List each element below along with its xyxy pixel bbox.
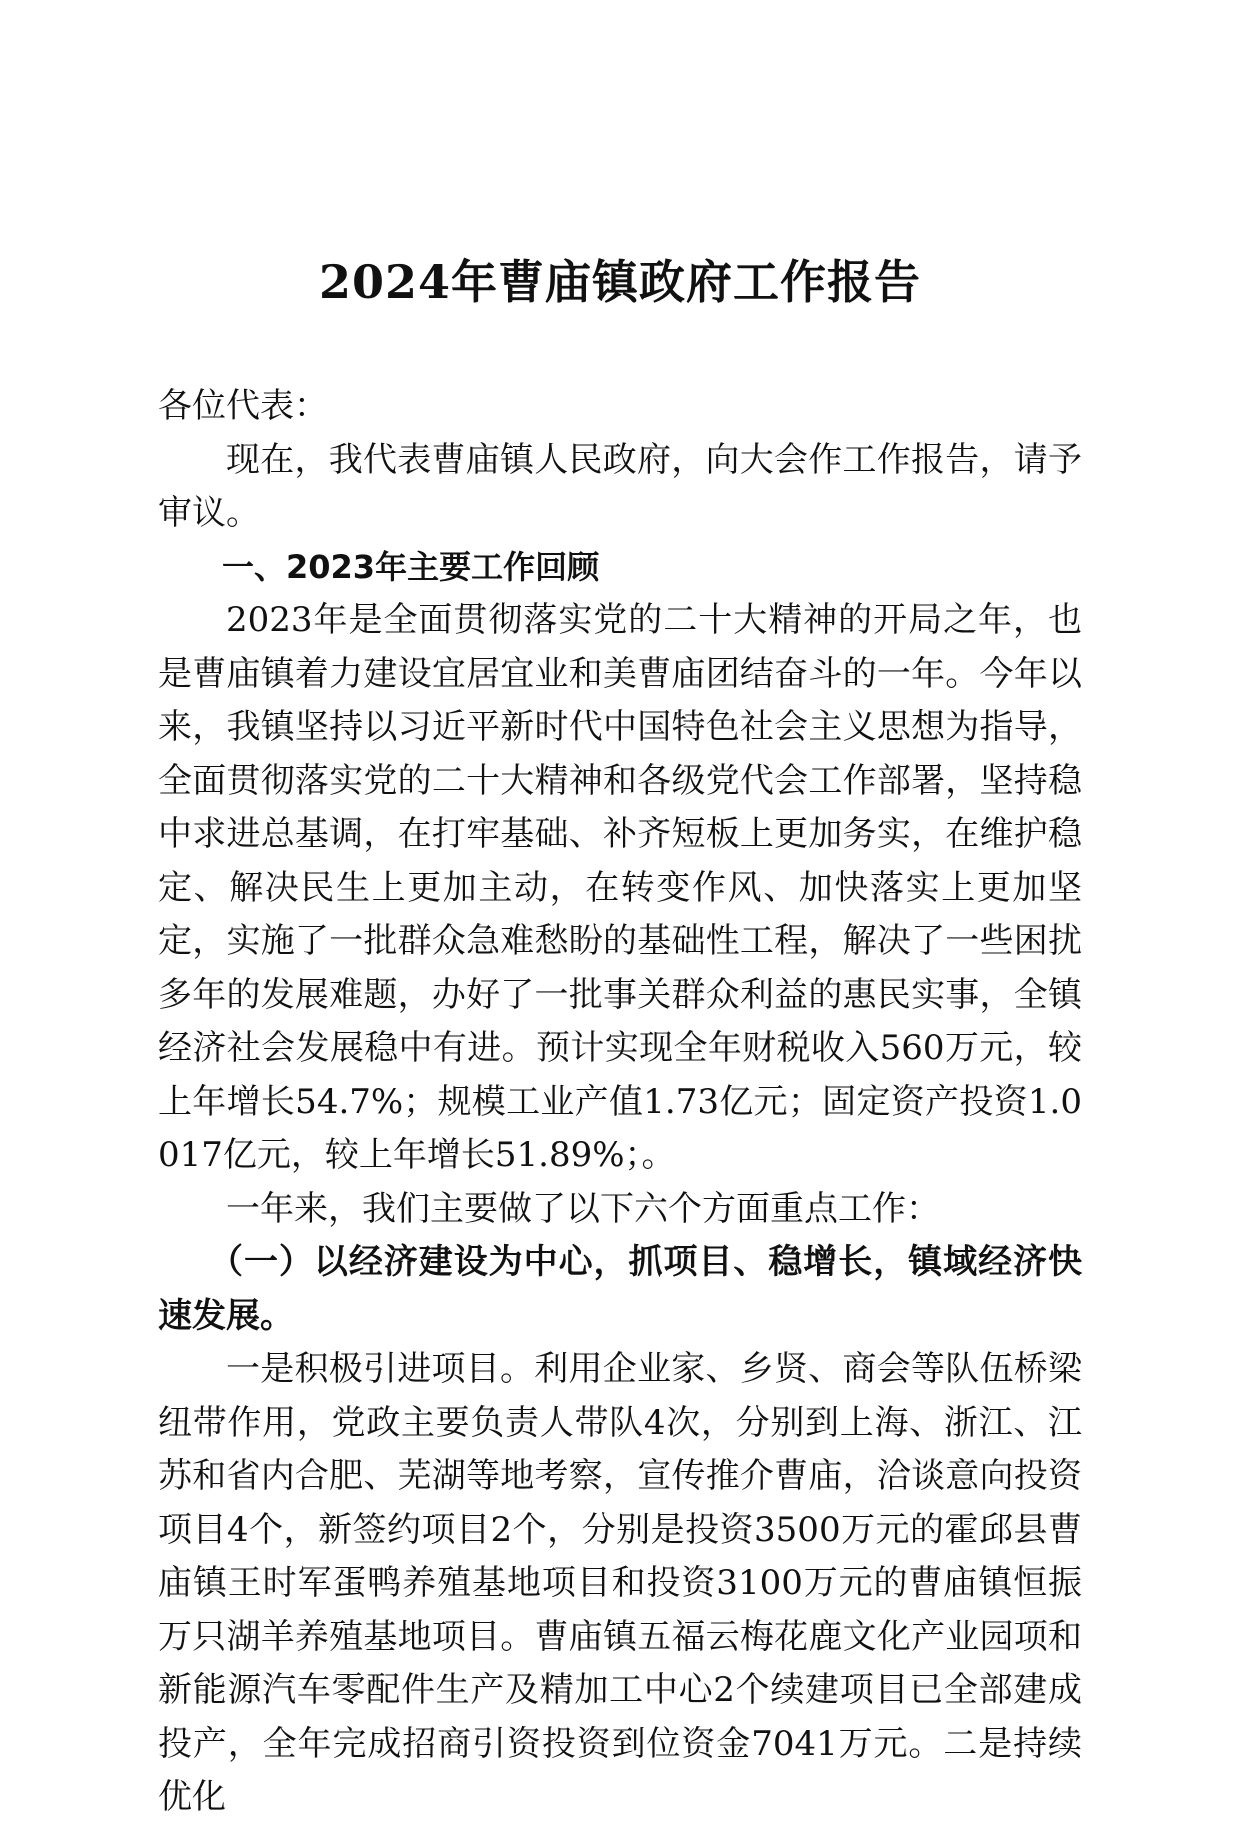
overview-paragraph: 2023年是全面贯彻落实党的二十大精神的开局之年，也是曹庙镇着力建设宜居宜业和美曹庙团结奋斗的一年。今年以来，我镇坚持以习近平新时代中国特色社会主义思想为指导，全面贯彻落实党的二十大精神和各级党代会工作部署，坚持稳中求进总基调，在打牢基础、补齐短板上更加务实，在维护稳定、解决民生上更加主动，在转变作风、加快落实上更加坚定，实施了一批群众急难愁盼的基础性工程，解决了一些困扰多年的发展难题，办好了一批事关群众利益的惠民实事，全镇经济社会发展稳中有进。预计实现全年财税收入560万元，较上年增长54.7%；规模工业产值1.73亿元；固定资产投资1.0017亿元，较上年增长51.89%；。 (158, 600, 1082, 1175)
section-heading: 一、2023年主要工作回顾 (222, 547, 600, 586)
salutation: 各位代表： (158, 386, 328, 426)
document-title: 2024年曹庙镇政府工作报告 (318, 255, 922, 309)
intro-paragraph: 现在，我代表曹庙镇人民政府，向大会作工作报告，请予审议。 (158, 439, 1082, 533)
document-body (158, 380, 1082, 1825)
project-paragraph: 一是积极引进项目。利用企业家、乡贤、商会等队伍桥梁纽带作用，党政主要负责人带队4次，分别到上海、浙江、江苏和省内合肥、芜湖等地考察，宣传推介曹庙，洽谈意向投资项目4个，新签约项目2个，分别是投资3500万元的霍邱县曹庙镇王时军蛋鸭养殖基地项目和投资3100万元的曹庙镇恒振万只湖羊养殖基地项目。曹庙镇五福云梅花鹿文化产业园项和新能源汽车零配件生产及精加工中心2个续建项目已全部建成投产，全年完成招商引资投资到位资金7041万元。二是持续优化 (158, 1349, 1082, 1817)
summary-line: 一年来，我们主要做了以下六个方面重点工作： (226, 1188, 940, 1229)
subsection-heading: （一）以经济建设为中心，抓项目、稳增长，镇域经济快速发展。 (158, 1242, 1082, 1336)
